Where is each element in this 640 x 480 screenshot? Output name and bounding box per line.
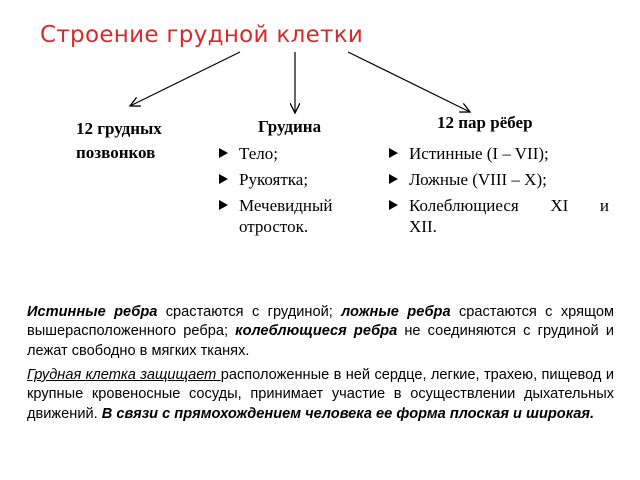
- ribs-description: Истинные ребра срастаются с грудиной; ложные ребра срастаются с хрящом вышерасположенного ребра; колеблющиеся ребра не соединяются с грудиной и лежат свободно в мягких тканях.: [27, 304, 615, 359]
- bullet-arrow-icon: [389, 174, 398, 184]
- page-title: Строение грудной клетки: [40, 22, 364, 48]
- bullet-arrow-icon: [219, 200, 228, 210]
- ribs-item-floating-line: Колеблющиеся XI и: [409, 196, 609, 215]
- ribs-list: [389, 143, 609, 242]
- bullet-arrow-icon: [389, 148, 398, 158]
- arrow-to-ribs: [348, 52, 470, 112]
- arrow-to-vertebrae: [130, 52, 240, 106]
- chest-function-description: Грудная клетка защищает расположенные в ней сердце, легкие, трахею, пищевод и крупные кровеносные сосуды, принимает участие в осуществлении дыхательных движений. В связи с прямохождением человека ее форма плоская и широкая.: [27, 367, 614, 422]
- list-item: Колеблющиеся XI и XII.: [389, 195, 609, 237]
- vertebrae-heading-line1: 12 грудных: [76, 119, 162, 138]
- list-item: Тело;: [219, 143, 369, 164]
- sternum-list: [219, 143, 369, 242]
- bullet-arrow-icon: [219, 174, 228, 184]
- sternum-heading: Грудина: [258, 117, 322, 136]
- ribs-heading: 12 пар рёбер: [437, 113, 533, 132]
- list-item: Мечевидный отросток.: [219, 195, 369, 237]
- list-item: Ложные (VIII – X);: [389, 169, 609, 190]
- bullet-arrow-icon: [219, 148, 228, 158]
- list-item: Истинные (I – VII);: [389, 143, 609, 164]
- list-item: Рукоятка;: [219, 169, 369, 190]
- vertebrae-heading: [76, 117, 162, 165]
- bullet-arrow-icon: [389, 200, 398, 210]
- vertebrae-heading-line2: позвонков: [76, 143, 156, 162]
